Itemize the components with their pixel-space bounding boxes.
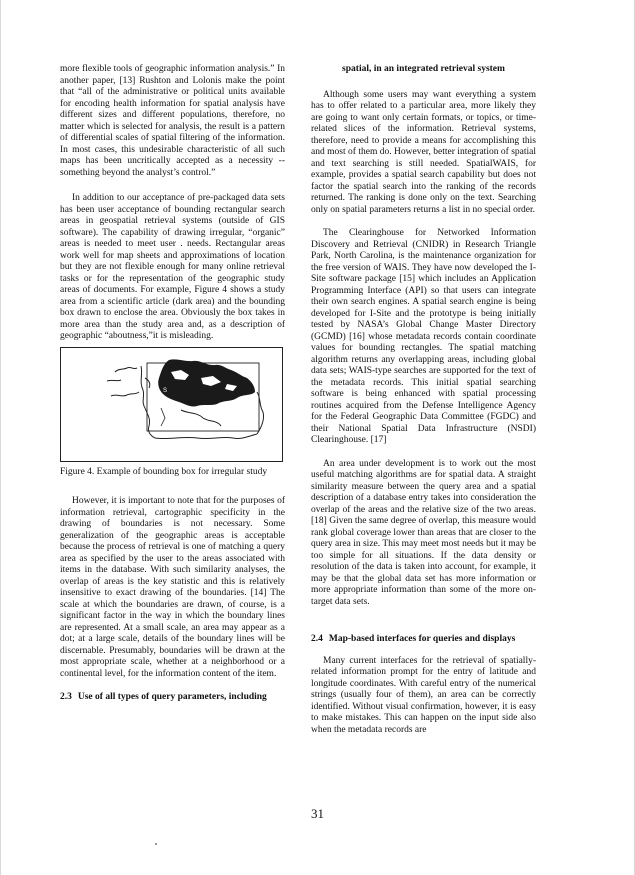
section-2-4-title: Map-based interfaces for queries and displays	[328, 634, 516, 644]
page-number: 31	[311, 806, 324, 821]
left-paragraph-3: However, it is important to note that for the purposes of information retrieval, cartographic specificity in the drawing of boundaries is not necessary. Some generalization of the geographic areas is acceptable because the process of retrieval is one of matching a query area as specified by the user to the areas associated with items in the database. With such similarity analyses, the overlap of areas is the key statistic and this is relatively insensitive to exact drawing of the boundaries. [14] The scale at which the boundaries are drawn, of course, is a significant factor in the way in which the boundary lines are represented. At a small scale, an area may appear as a dot; at a large scale, details of the boundary lines will be discernable. Presumably, boundaries will be drawn at the most appropriate scale, whether at a neighborhood or a continental level, for the information content of the item.	[60, 496, 285, 679]
right-paragraph-2: The Clearinghouse for Networked Information Discovery and Retrieval (CNIDR) in Research Triangle Park, North Carolina, is the maintenance organization for the free version of WAIS. They have now developed the I-Site software package [15] which includes an Application Programming Interface (API) so that users can integrate their own search engines. A spatial search engine is being developed for I-Site and the prototype is being initially tested by NASA’s Global Change Master Directory (GCMD) [16] whose metadata records contain coordinate values for bounding rectangles. The spatial matching algorithm returns any overlapping areas, including global data sets; WAIS-type searches are supported for the text of the metadata records. This initial spatial searching software is being enhanced with spatial processing routines acquired from the Defense Intelligence Agency for the Federal Geographic Data Committee (FGDC) and their National Spatial Data Infrastructure (NSDI) Clearinghouse. [17]	[311, 228, 536, 445]
figure-4-map-image	[61, 348, 282, 461]
right-column	[311, 64, 536, 736]
section-2-3-title: Use of all types of query parameters, including	[77, 692, 267, 702]
page-edge-left	[0, 0, 1, 875]
right-paragraph-3: An area under development is to work out the most useful matching algorithms are for spatial data. A straight similarity measure between the query area and a spatial description of a database entry takes into consideration the overlap of the areas and the relative size of the two areas. [18] Given the same degree of overlap, this measure would rank global coverage lower than areas that are closer to the query area in size. This may meet most needs but it may be too simple for all situations. If the data density or resolution of the data is taken into account, for example, it may be that the global data set has more information or more appropriate information than some of the more on-target data sets.	[311, 458, 536, 607]
left-paragraph-1: more flexible tools of geographic information analysis.” In another paper, [13] Rushton and Lolonis make the point that “all of the administrative or political units available for encoding health information for spatial analysis have different sizes and different populations, therefore, no matter which is selected for analysis, the result is a pattern of differential scales of spatial filtering of the information. In most cases, this undesirable characteristic of all such maps has been uncritically accepted as a necessity -- something beyond the analyst’s control.”	[60, 64, 285, 178]
section-2-3-number: 2.3	[60, 692, 72, 702]
left-paragraph-2: In addition to our acceptance of pre-packaged data sets has been user acceptance of bounding rectangular search areas in geospatial retrieval systems (outside of GIS software). The capability of drawing irregular, “organic” areas is needed to meet user . needs. Rectangular areas work well for map sheets and approximations of location but they are not flexible enough for many online retrieval tasks or for the representation of the geographic study areas of documents. For example, Figure 4 shows a study area from a scientific article (dark area) and the bounding box drawn to enclose the area. Obviously the box takes in more area than the study area and, as a description of geographic “aboutness,”it is misleading.	[60, 193, 285, 341]
section-2-4-number: 2.4	[311, 634, 323, 644]
section-2-4-heading	[311, 634, 536, 646]
section-2-3-title-continued: spatial, in an integrated retrieval system	[342, 64, 505, 74]
scan-speck	[155, 843, 157, 845]
section-2-3-heading	[60, 692, 285, 704]
figure-4-caption: Figure 4. Example of bounding box for irregular study	[60, 466, 268, 477]
figure-4-frame	[60, 347, 283, 462]
right-paragraph-4: Many current interfaces for the retrieval of spatially-related information prompt for the entry of latitude and longitude coordinates. With careful entry of the numerical strings (usually four of them), an area can be correctly identified. Without visual confirmation, however, it is easy to make mistakes. This can happen on the input side also when the metadata records are	[311, 655, 536, 735]
svg-text:S: S	[163, 387, 168, 394]
right-paragraph-1: Although some users may want everything a system has to offer related to a particular area, more likely they are going to want only certain formats, or topics, or time-related slices of the information. Retrieval systems, therefore, need to provide a means for accomplishing this and most of them do. However, better integration of spatial and text searching is still needed. SpatialWAIS, for example, provides a spatial search capability but does not factor the spatial search into the ranking of the records returned. The ranking is done only on the text. Searching only on spatial parameters returns a list in no special order.	[311, 89, 536, 215]
left-column	[60, 64, 285, 704]
